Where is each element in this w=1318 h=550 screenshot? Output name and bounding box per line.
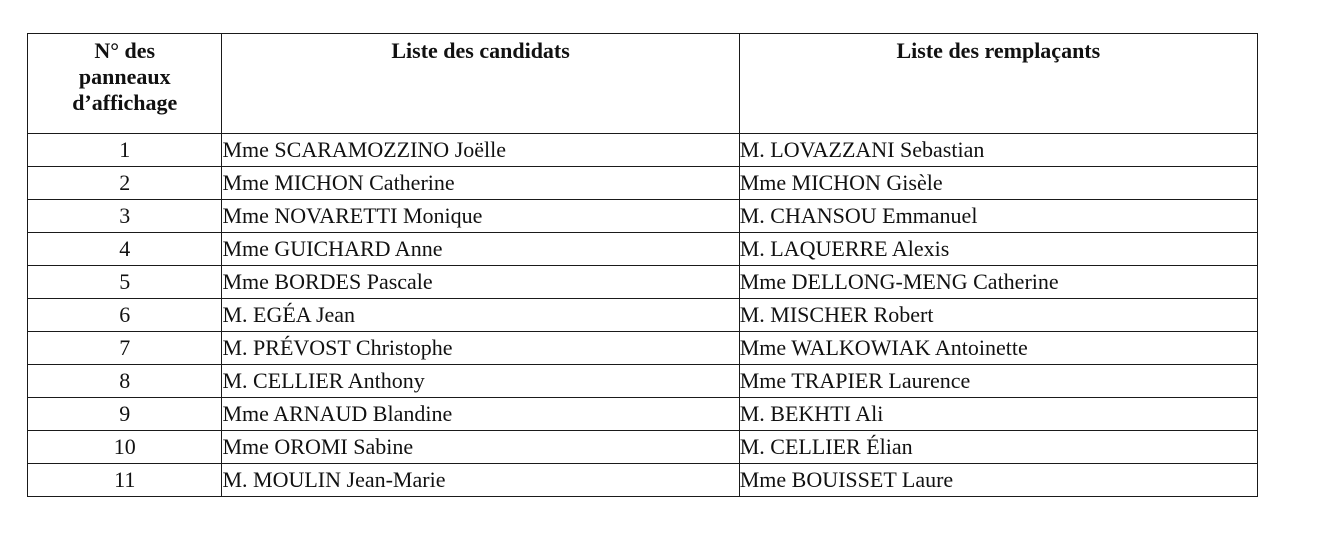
table-row xyxy=(28,233,1258,266)
table-row xyxy=(28,464,1258,497)
substitute-cell: M. MISCHER Robert xyxy=(739,299,1257,332)
table-row xyxy=(28,398,1258,431)
candidate-cell: M. PRÉVOST Christophe xyxy=(222,332,739,365)
table-row xyxy=(28,200,1258,233)
panel-number-cell: 7 xyxy=(28,332,222,365)
table-row xyxy=(28,167,1258,200)
header-panel-number-line: panneaux xyxy=(78,64,171,89)
table-row xyxy=(28,299,1258,332)
panel-number-cell: 8 xyxy=(28,365,222,398)
panel-number-cell: 5 xyxy=(28,266,222,299)
candidate-cell: Mme OROMI Sabine xyxy=(222,431,739,464)
substitute-cell: M. CHANSOU Emmanuel xyxy=(739,200,1257,233)
panel-number-cell: 11 xyxy=(28,464,222,497)
substitute-cell: Mme DELLONG-MENG Catherine xyxy=(739,266,1257,299)
panel-number-cell: 10 xyxy=(28,431,222,464)
table-row xyxy=(28,134,1258,167)
panel-number-cell: 1 xyxy=(28,134,222,167)
header-panel-number-line: d’affichage xyxy=(72,90,178,115)
substitute-cell: Mme TRAPIER Laurence xyxy=(739,365,1257,398)
substitute-cell: M. CELLIER Élian xyxy=(739,431,1257,464)
header-candidates: Liste des candidats xyxy=(222,34,739,134)
table-row xyxy=(28,365,1258,398)
header-panel-number-line: N° des xyxy=(94,38,156,63)
candidate-cell: Mme NOVARETTI Monique xyxy=(222,200,739,233)
candidate-cell: Mme SCARAMOZZINO Joëlle xyxy=(222,134,739,167)
substitute-cell: M. BEKHTI Ali xyxy=(739,398,1257,431)
candidates-table xyxy=(27,33,1258,497)
candidate-cell: Mme GUICHARD Anne xyxy=(222,233,739,266)
panel-number-cell: 3 xyxy=(28,200,222,233)
table-row xyxy=(28,431,1258,464)
substitute-cell: Mme BOUISSET Laure xyxy=(739,464,1257,497)
candidate-cell: Mme ARNAUD Blandine xyxy=(222,398,739,431)
panel-number-cell: 9 xyxy=(28,398,222,431)
candidate-cell: M. MOULIN Jean-Marie xyxy=(222,464,739,497)
table-row xyxy=(28,332,1258,365)
table-header-row xyxy=(28,34,1258,134)
panel-number-cell: 6 xyxy=(28,299,222,332)
substitute-cell: Mme MICHON Gisèle xyxy=(739,167,1257,200)
panel-number-cell: 4 xyxy=(28,233,222,266)
table-row xyxy=(28,266,1258,299)
candidate-cell: Mme BORDES Pascale xyxy=(222,266,739,299)
substitute-cell: M. LAQUERRE Alexis xyxy=(739,233,1257,266)
candidate-cell: M. EGÉA Jean xyxy=(222,299,739,332)
candidate-cell: Mme MICHON Catherine xyxy=(222,167,739,200)
substitute-cell: M. LOVAZZANI Sebastian xyxy=(739,134,1257,167)
candidate-cell: M. CELLIER Anthony xyxy=(222,365,739,398)
header-panel-number xyxy=(28,34,222,134)
substitute-cell: Mme WALKOWIAK Antoinette xyxy=(739,332,1257,365)
panel-number-cell: 2 xyxy=(28,167,222,200)
header-substitutes: Liste des remplaçants xyxy=(739,34,1257,134)
